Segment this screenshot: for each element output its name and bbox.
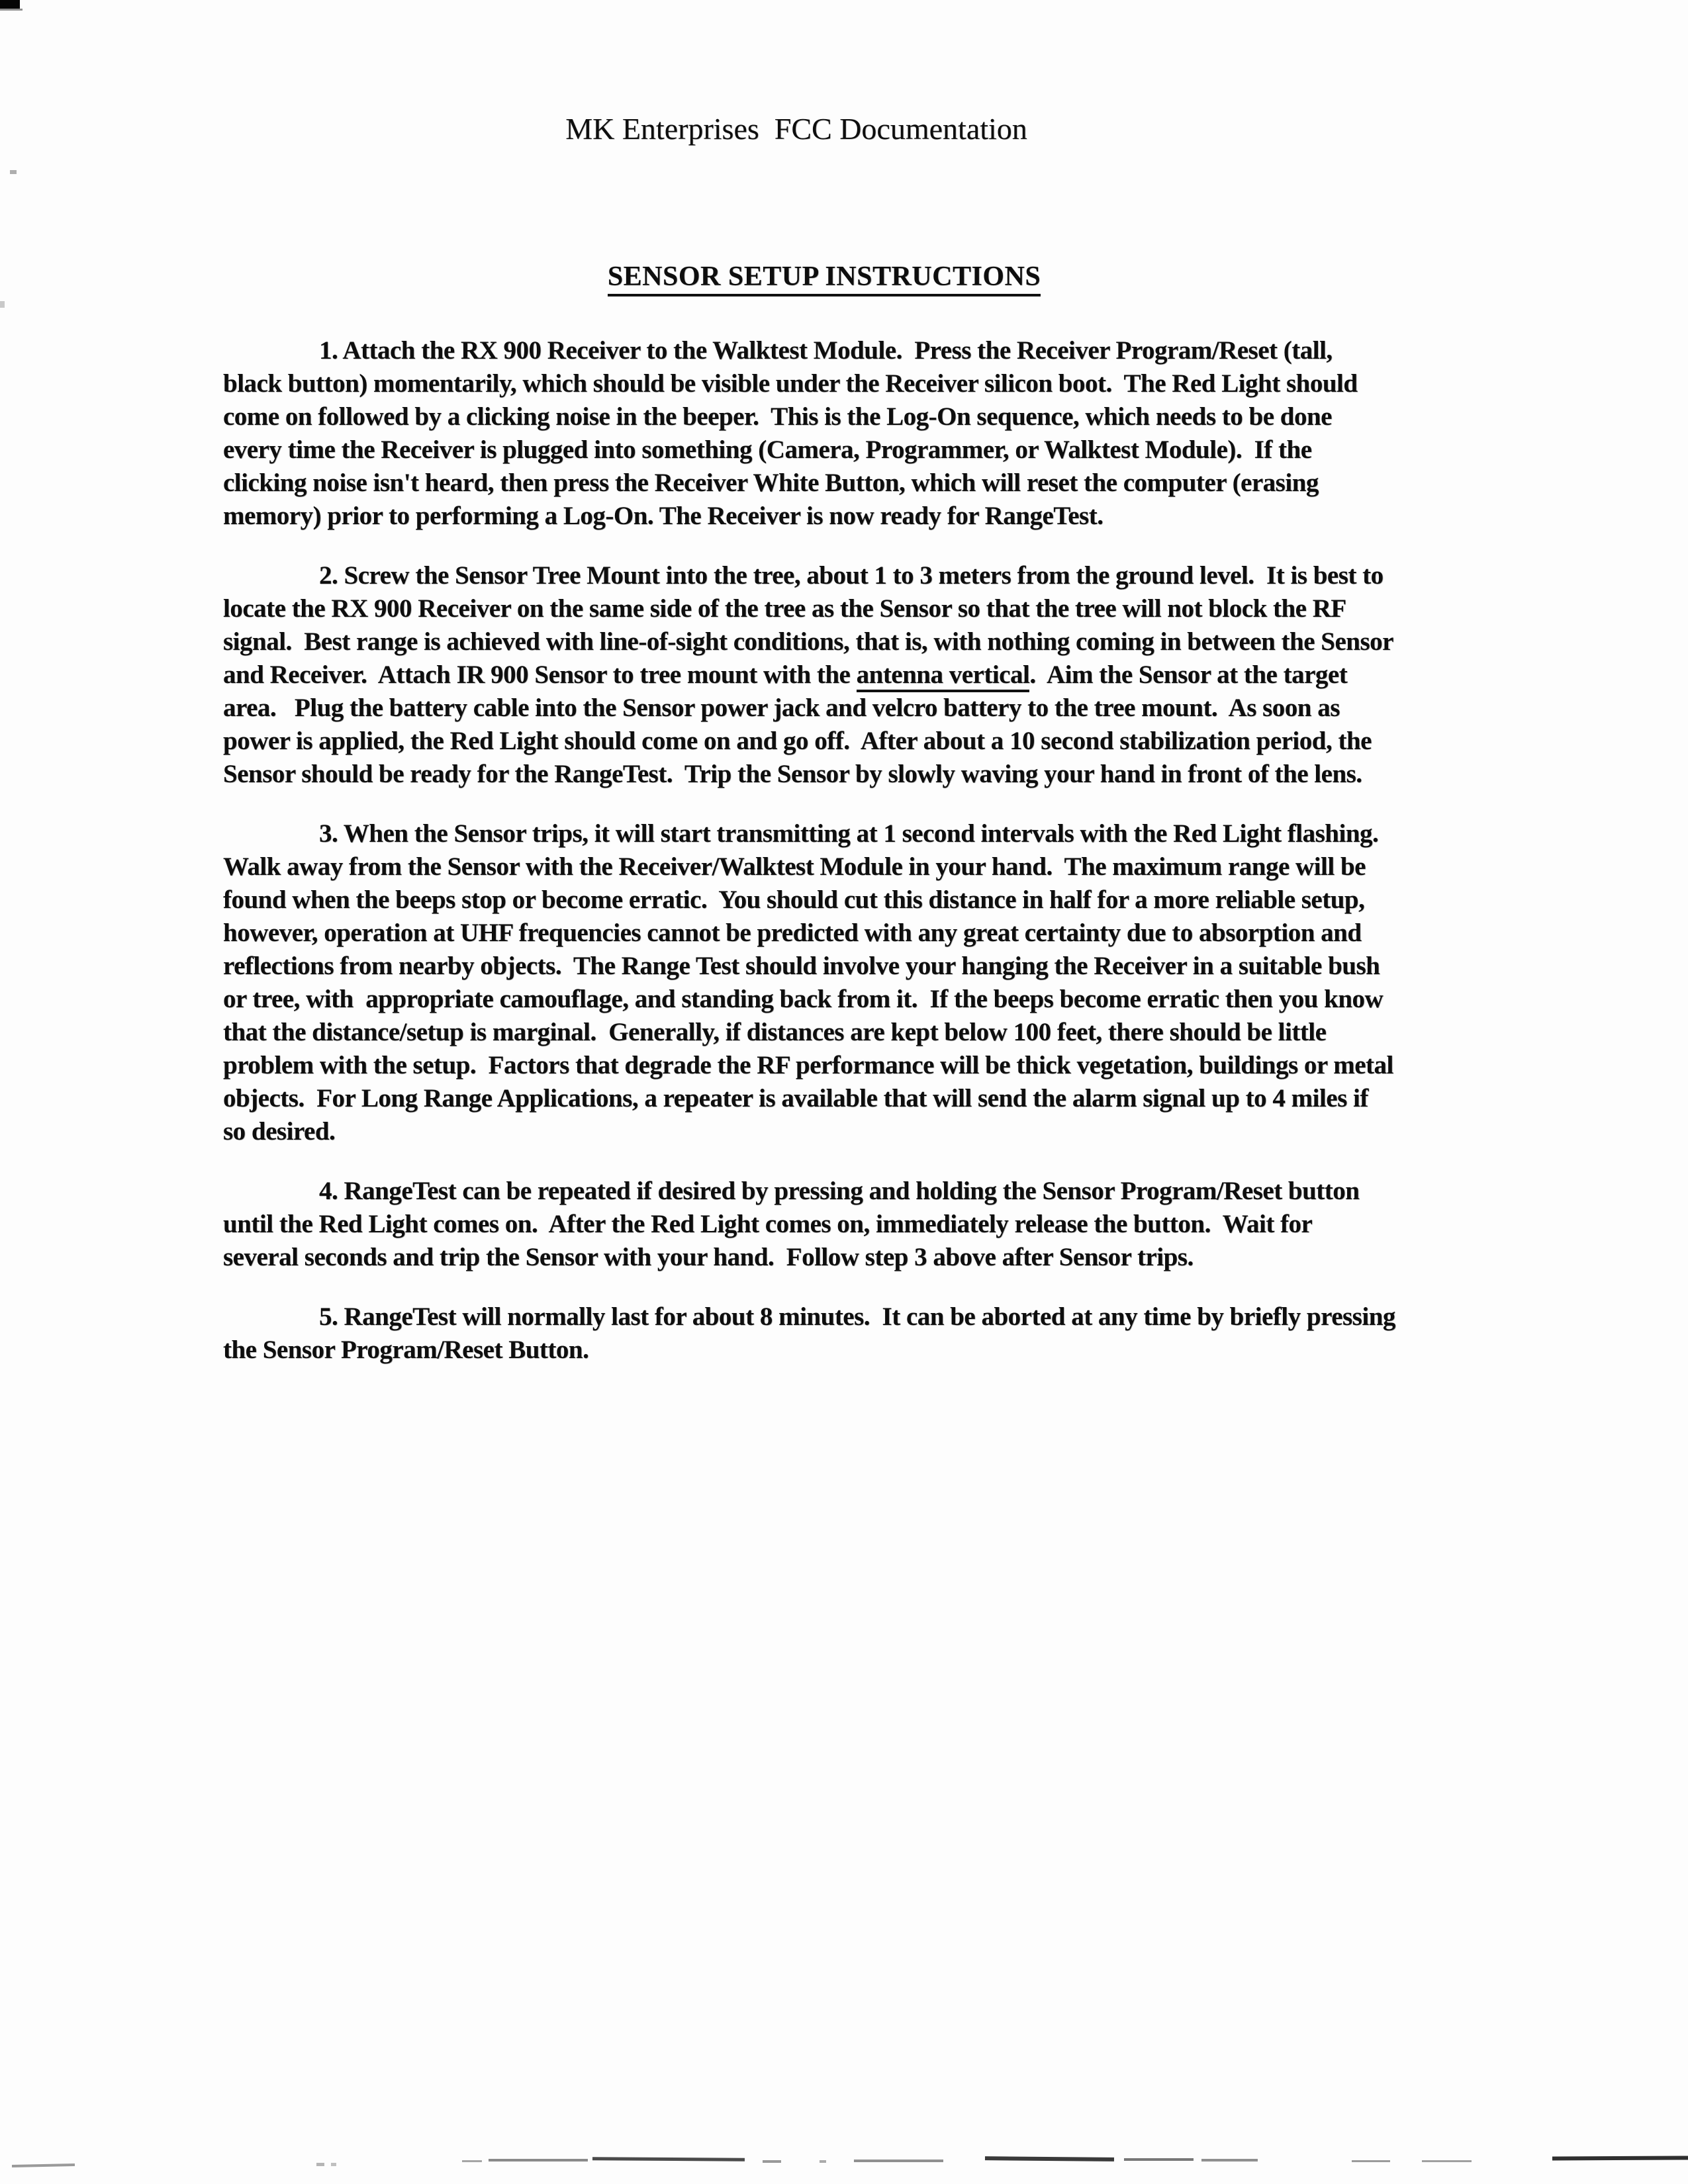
scan-artifact-dash (592, 2157, 745, 2161)
scan-artifact-dash (331, 2163, 336, 2166)
text-line: problem with the setup. Factors that degrade the RF performance will be thick vegetation, buildings or metal (223, 1051, 1393, 1079)
text-segment: and Receiver. Attach IR 900 Sensor to tree mount with the (223, 660, 857, 689)
document-header: MK Enterprises FCC Documentation (565, 112, 1027, 146)
scan-artifact-dash (1124, 2158, 1194, 2161)
scan-artifact-corner-mark (0, 0, 20, 9)
text-line: Walk away from the Sensor with the Receiver/Walktest Module in your hand. The maximum range will be (223, 852, 1366, 881)
scan-artifact-dash (489, 2159, 588, 2161)
text-line: memory) prior to performing a Log-On. The Receiver is now ready for RangeTest. (223, 502, 1103, 530)
scan-artifact-dash (1201, 2159, 1258, 2161)
text-line: 2. Screw the Sensor Tree Mount into the tree, about 1 to 3 meters from the ground level. It is best to (319, 561, 1383, 590)
text-line: the Sensor Program/Reset Button. (223, 1336, 589, 1364)
scan-artifact-dash (12, 2163, 75, 2167)
text-line: or tree, with appropriate camouflage, and standing back from it. If the beeps become erratic then you know (223, 985, 1383, 1013)
text-segment: . Aim the Sensor at the target (1029, 660, 1348, 689)
text-line: black button) momentarily, which should be visible under the Receiver silicon boot. The Red Light should (223, 369, 1358, 398)
text-line: 1. Attach the RX 900 Receiver to the Walktest Module. Press the Receiver Program/Reset (tall, (319, 336, 1333, 365)
paragraph-5 (223, 1300, 1537, 1367)
text-line: every time the Receiver is plugged into something (Camera, Programmer, or Walktest Module). If the (223, 435, 1312, 464)
paragraph-4 (223, 1175, 1537, 1274)
scan-artifact-dash (1352, 2160, 1390, 2162)
scan-artifact-dash (854, 2160, 943, 2162)
text-line: area. Plug the battery cable into the Sensor power jack and velcro battery to the tree mount. As soon as (223, 694, 1340, 722)
text-line: locate the RX 900 Receiver on the same side of the tree as the Sensor so that the tree will not block the RF (223, 594, 1346, 623)
paragraph-3 (223, 817, 1537, 1148)
paragraph-2 (223, 559, 1537, 791)
scan-artifact-dash (820, 2160, 826, 2163)
text-line: objects. For Long Range Applications, a repeater is available that will send the alarm signal up to 4 miles if (223, 1084, 1368, 1113)
text-line: so desired. (223, 1117, 336, 1146)
scan-artifact-dash (985, 2156, 1114, 2161)
scan-artifact-dash (1422, 2160, 1472, 2162)
text-line: clicking noise isn't heard, then press the Receiver White Button, which will reset the computer (erasing (223, 469, 1319, 497)
text-line: power is applied, the Red Light should come on and go off. After about a 10 second stabilization period, the (223, 727, 1372, 755)
paragraph-1 (223, 334, 1537, 533)
text-line: 4. RangeTest can be repeated if desired by pressing and holding the Sensor Program/Reset button (319, 1177, 1360, 1205)
scan-artifact-dash (462, 2160, 482, 2162)
text-line: that the distance/setup is marginal. Generally, if distances are kept below 100 feet, there should be little (223, 1018, 1327, 1046)
text-line (223, 659, 1537, 692)
scan-artifact-dash (763, 2160, 781, 2163)
scan-artifact-dash (316, 2163, 324, 2166)
scan-artifact-margin-smudge (0, 301, 5, 308)
scan-artifact-corner-shadow (0, 9, 23, 11)
underlined-phrase: antenna vertical (857, 660, 1030, 692)
text-line: 5. RangeTest will normally last for about 8 minutes. It can be aborted at any time by briefly pressing (319, 1302, 1395, 1331)
text-line: however, operation at UHF frequencies cannot be predicted with any great certainty due to absorption and (223, 919, 1362, 947)
document-body (223, 334, 1537, 1393)
text-line: come on followed by a clicking noise in the beeper. This is the Log-On sequence, which needs to be done (223, 402, 1332, 431)
scan-artifact-dash (1552, 2156, 1688, 2160)
text-line: several seconds and trip the Sensor with your hand. Follow step 3 above after Sensor trips. (223, 1243, 1194, 1271)
text-line: reflections from nearby objects. The Range Test should involve your hanging the Receiver in a suitable bush (223, 952, 1380, 980)
text-line: Sensor should be ready for the RangeTest. Trip the Sensor by slowly waving your hand in front of the lens. (223, 760, 1362, 788)
text-line: 3. When the Sensor trips, it will start transmitting at 1 second intervals with the Red Light flashing. (319, 819, 1379, 848)
document-title: SENSOR SETUP INSTRUCTIONS (608, 261, 1041, 296)
text-line: until the Red Light comes on. After the Red Light comes on, immediately release the button. Wait for (223, 1210, 1313, 1238)
scan-artifact-margin-dash (10, 170, 17, 174)
text-line: found when the beeps stop or become erratic. You should cut this distance in half for a more reliable setup, (223, 886, 1365, 914)
text-line: signal. Best range is achieved with line-of-sight conditions, that is, with nothing coming in between the Sensor (223, 627, 1393, 656)
